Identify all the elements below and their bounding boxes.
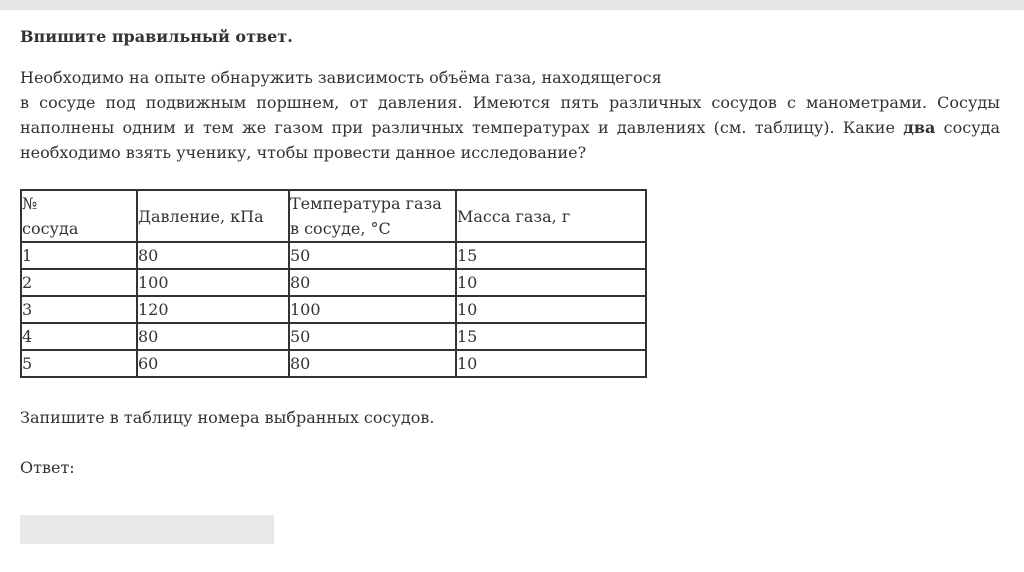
cell-pressure: 80 — [137, 242, 289, 269]
cell-vessel: 3 — [21, 296, 137, 323]
table-row — [21, 323, 646, 350]
question-part-3: сосуда необходимо взять ученику, чтобы провести данное исследование? — [20, 118, 1000, 162]
cell-temperature: 100 — [289, 296, 456, 323]
question-part-2: в сосуде под подвижным поршнем, от давления. Имеются пять различных сосудов с манометрами. Сосуды наполнены одним и тем же газом при различных температурах и давлениях (см. таблицу). Какие — [20, 93, 1000, 137]
cell-pressure: 80 — [137, 323, 289, 350]
header-vessel-number — [21, 190, 137, 242]
table-row — [21, 242, 646, 269]
question-emphasis: два — [903, 118, 936, 137]
table-row — [21, 296, 646, 323]
answer-input[interactable] — [20, 515, 274, 544]
table-header-row — [21, 190, 646, 242]
task-title: Впишите правильный ответ. — [20, 27, 293, 46]
cell-temperature: 50 — [289, 323, 456, 350]
table-row — [21, 350, 646, 377]
cell-mass: 10 — [456, 350, 646, 377]
cell-pressure: 100 — [137, 269, 289, 296]
cell-temperature: 80 — [289, 269, 456, 296]
header-vessel-number-line2: сосуда — [22, 219, 79, 238]
cell-vessel: 1 — [21, 242, 137, 269]
header-temperature-line2: в сосуде, °С — [290, 219, 391, 238]
cell-temperature: 50 — [289, 242, 456, 269]
cell-mass: 10 — [456, 296, 646, 323]
answer-label: Ответ: — [20, 458, 75, 477]
cell-mass: 15 — [456, 323, 646, 350]
header-temperature-line1: Температура газа — [290, 194, 442, 213]
table-row — [21, 269, 646, 296]
question-line-1: Необходимо на опыте обнаружить зависимость объёма газа, находящегося — [20, 68, 662, 87]
cell-vessel: 4 — [21, 323, 137, 350]
cell-vessel: 5 — [21, 350, 137, 377]
task-content — [20, 24, 1000, 480]
header-vessel-number-line1: № — [22, 194, 38, 213]
cell-mass: 15 — [456, 242, 646, 269]
cell-vessel: 2 — [21, 269, 137, 296]
header-temperature — [289, 190, 456, 242]
cell-pressure: 60 — [137, 350, 289, 377]
vessels-table — [20, 189, 647, 378]
header-pressure: Давление, кПа — [137, 190, 289, 242]
instruction-text: Запишите в таблицу номера выбранных сосудов. — [20, 408, 435, 427]
question-text — [20, 65, 1000, 165]
cell-pressure: 120 — [137, 296, 289, 323]
cell-temperature: 80 — [289, 350, 456, 377]
header-mass: Масса газа, г — [456, 190, 646, 242]
cell-mass: 10 — [456, 269, 646, 296]
top-bar — [0, 0, 1024, 10]
